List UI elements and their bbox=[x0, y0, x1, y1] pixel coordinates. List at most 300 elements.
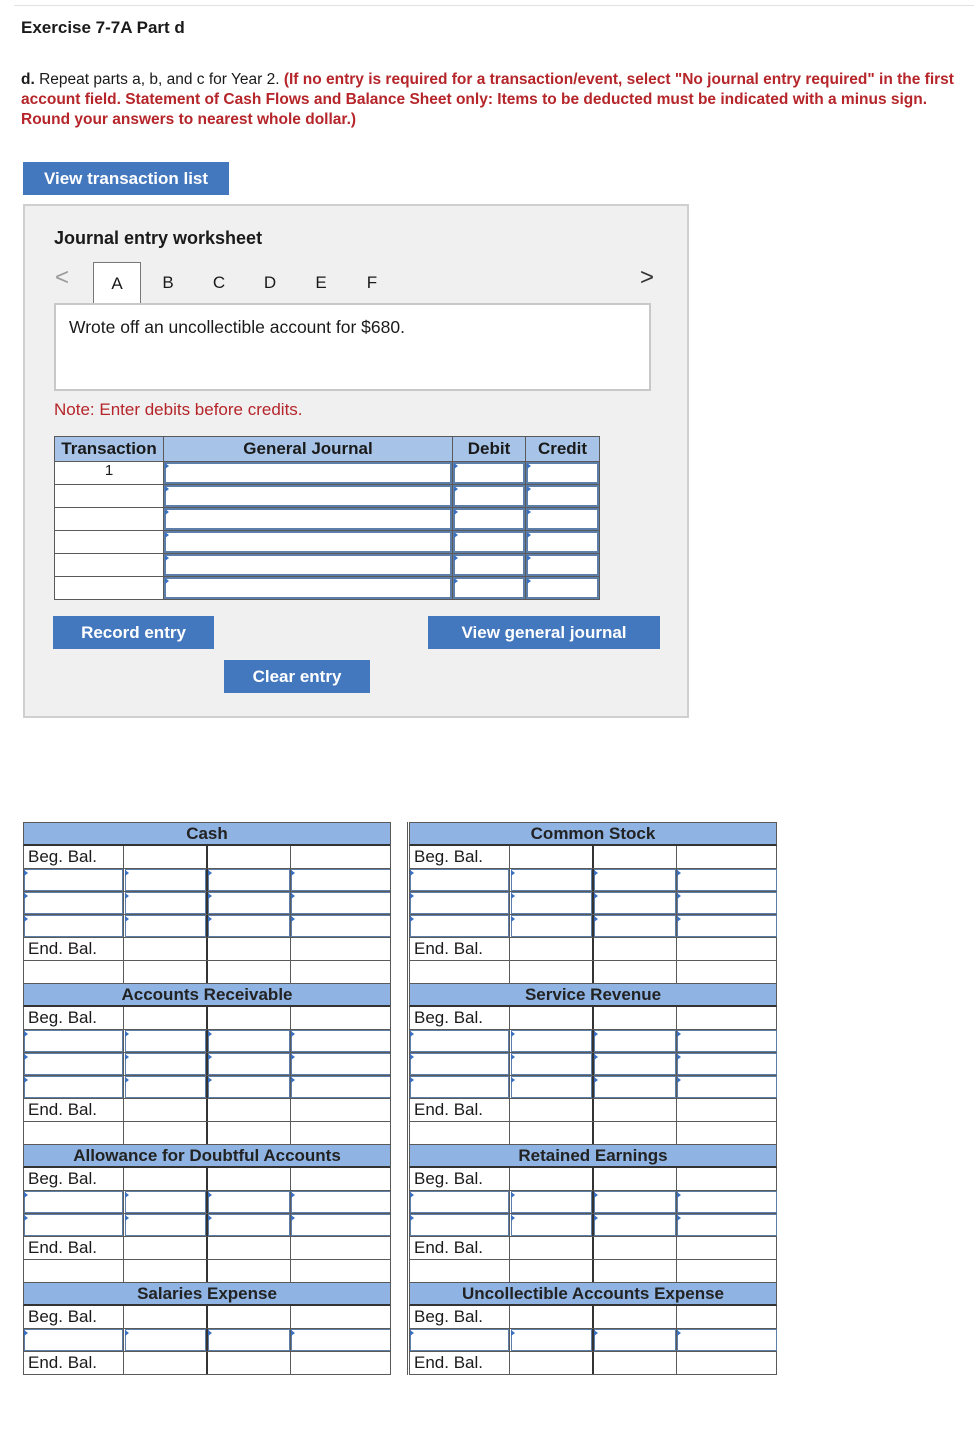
credit-input[interactable] bbox=[526, 554, 599, 576]
entry-label-select[interactable] bbox=[24, 915, 124, 937]
debit-amount-cell bbox=[511, 1260, 594, 1282]
credit-amount-input[interactable] bbox=[594, 892, 677, 914]
credit-amount-cell bbox=[208, 961, 291, 983]
debit-amount-input[interactable] bbox=[511, 1076, 594, 1098]
debit-amount-input[interactable] bbox=[125, 1007, 208, 1029]
instructions-text: Repeat parts a, b, and c for Year 2. bbox=[34, 71, 284, 88]
transaction-description: Wrote off an uncollectible account for $680. bbox=[54, 303, 651, 391]
debit-input-cell bbox=[453, 462, 526, 485]
t-account-gap bbox=[390, 822, 408, 984]
dropdown-marker-icon bbox=[208, 1192, 212, 1198]
account-select[interactable] bbox=[164, 508, 452, 530]
account-select-cell bbox=[164, 462, 453, 485]
dropdown-marker-icon bbox=[24, 1054, 28, 1060]
dropdown-marker-icon bbox=[125, 1031, 129, 1037]
debit-input-cell bbox=[453, 531, 526, 554]
view-general-journal-button[interactable]: View general journal bbox=[428, 616, 660, 649]
debit-amount-input[interactable] bbox=[125, 1306, 208, 1328]
dropdown-marker-icon bbox=[291, 1215, 295, 1221]
top-divider bbox=[14, 5, 974, 6]
dropdown-marker-icon bbox=[677, 893, 681, 899]
amount-input[interactable] bbox=[677, 1076, 777, 1098]
worksheet-title: Journal entry worksheet bbox=[54, 228, 263, 248]
end-bal-row bbox=[409, 1352, 777, 1375]
entry-row bbox=[23, 1030, 391, 1053]
dropdown-marker-icon bbox=[677, 916, 681, 922]
credit-amount-input[interactable] bbox=[208, 1191, 291, 1213]
total-row bbox=[409, 961, 777, 984]
tab-e[interactable]: E bbox=[315, 273, 327, 292]
t-account bbox=[409, 1144, 777, 1283]
journal-entry-rows bbox=[55, 462, 600, 600]
entry-row bbox=[409, 1329, 777, 1352]
dropdown-marker-icon bbox=[125, 1330, 129, 1336]
dropdown-marker-icon bbox=[594, 1031, 598, 1037]
debit-amount-input[interactable] bbox=[511, 1306, 594, 1328]
entry-note: Note: Enter debits before credits. bbox=[54, 400, 303, 419]
credit-amount-input[interactable] bbox=[208, 1168, 291, 1190]
dropdown-marker-icon bbox=[677, 1330, 681, 1336]
blank-cell bbox=[410, 1260, 510, 1282]
entry-row bbox=[23, 1076, 391, 1099]
dropdown-marker-icon bbox=[511, 1215, 515, 1221]
dropdown-marker-icon bbox=[291, 893, 295, 899]
entry-row bbox=[23, 1214, 391, 1237]
t-account bbox=[23, 822, 391, 984]
dropdown-marker-icon bbox=[125, 1054, 129, 1060]
blank-cell bbox=[24, 961, 124, 983]
debit-input-cell bbox=[453, 508, 526, 531]
dropdown-marker-icon bbox=[511, 1330, 515, 1336]
credit-amount-cell bbox=[594, 1122, 677, 1144]
entry-label-select[interactable] bbox=[410, 892, 510, 914]
dropdown-marker-icon bbox=[291, 916, 295, 922]
journal-entry-table bbox=[54, 436, 600, 600]
debit-amount-cell bbox=[511, 1352, 594, 1374]
entry-row bbox=[409, 892, 777, 915]
debit-amount-input[interactable] bbox=[511, 915, 594, 937]
debit-amount-input[interactable] bbox=[511, 846, 594, 868]
end-bal-label: End. Bal. bbox=[410, 938, 510, 960]
credit-amount-cell bbox=[208, 1352, 291, 1374]
amount-cell bbox=[291, 1007, 391, 1029]
beg-bal-row bbox=[23, 1168, 391, 1191]
entry-label-select[interactable] bbox=[410, 1030, 510, 1052]
credit-amount-input[interactable] bbox=[594, 915, 677, 937]
t-account bbox=[23, 1144, 391, 1283]
dropdown-marker-icon bbox=[208, 1215, 212, 1221]
debit-amount-input[interactable] bbox=[511, 1329, 594, 1351]
transaction-number-cell bbox=[55, 531, 164, 554]
amount-input[interactable] bbox=[291, 1030, 391, 1052]
total-row bbox=[23, 961, 391, 984]
credit-input-cell bbox=[526, 554, 600, 577]
debit-input-cell bbox=[453, 485, 526, 508]
dropdown-marker-icon bbox=[410, 893, 414, 899]
beg-bal-label: Beg. Bal. bbox=[410, 1007, 510, 1029]
credit-amount-input[interactable] bbox=[208, 1306, 291, 1328]
dropdown-marker-icon bbox=[511, 893, 515, 899]
credit-amount-input[interactable] bbox=[208, 1214, 291, 1236]
dropdown-marker-icon bbox=[208, 1330, 212, 1336]
entry-label-select[interactable] bbox=[24, 1191, 124, 1213]
entry-label-select[interactable] bbox=[24, 1329, 124, 1351]
dropdown-marker-icon bbox=[208, 1031, 212, 1037]
dropdown-marker-icon bbox=[594, 1192, 598, 1198]
entry-label-select[interactable] bbox=[410, 1191, 510, 1213]
entry-label-select[interactable] bbox=[410, 869, 510, 891]
credit-amount-input[interactable] bbox=[208, 1053, 291, 1075]
dropdown-marker-icon bbox=[208, 1077, 212, 1083]
account-select[interactable] bbox=[164, 531, 452, 553]
entry-label-select[interactable] bbox=[410, 1053, 510, 1075]
credit-amount-input[interactable] bbox=[594, 1053, 677, 1075]
end-bal-row bbox=[23, 1352, 391, 1375]
t-account bbox=[23, 983, 391, 1145]
chevron-right-icon[interactable]: > bbox=[640, 264, 655, 291]
tab-b[interactable]: B bbox=[162, 273, 174, 292]
amount-cell bbox=[291, 1168, 391, 1190]
amount-input[interactable] bbox=[291, 1214, 391, 1236]
end-bal-label: End. Bal. bbox=[410, 1352, 510, 1374]
debit-amount-input[interactable] bbox=[125, 1053, 208, 1075]
t-account bbox=[409, 983, 777, 1145]
credit-amount-cell bbox=[594, 938, 677, 960]
dropdown-marker-icon bbox=[410, 1054, 414, 1060]
total-row bbox=[23, 1122, 391, 1145]
debit-input[interactable] bbox=[453, 577, 525, 599]
entry-label-select[interactable] bbox=[24, 1076, 124, 1098]
credit-input[interactable] bbox=[526, 577, 599, 599]
dropdown-marker-icon bbox=[208, 893, 212, 899]
entry-row bbox=[23, 915, 391, 938]
dropdown-marker-icon bbox=[291, 1031, 295, 1037]
amount-input[interactable] bbox=[677, 1030, 777, 1052]
end-bal-row bbox=[409, 1099, 777, 1122]
credit-amount-cell bbox=[208, 1237, 291, 1259]
debit-input[interactable] bbox=[453, 462, 525, 484]
credit-amount-input[interactable] bbox=[208, 1076, 291, 1098]
debit-amount-input[interactable] bbox=[125, 869, 208, 891]
debit-input-cell bbox=[453, 577, 526, 600]
amount-input[interactable] bbox=[291, 915, 391, 937]
credit-amount-input[interactable] bbox=[594, 1214, 677, 1236]
journal-row bbox=[55, 577, 600, 600]
entry-label-select[interactable] bbox=[24, 1030, 124, 1052]
amount-cell bbox=[291, 1306, 391, 1328]
entry-label-select[interactable] bbox=[24, 869, 124, 891]
amount-input[interactable] bbox=[291, 1329, 391, 1351]
amount-input[interactable] bbox=[291, 869, 391, 891]
dropdown-marker-icon bbox=[511, 1077, 515, 1083]
credit-amount-input[interactable] bbox=[208, 892, 291, 914]
beg-bal-label: Beg. Bal. bbox=[410, 1306, 510, 1328]
instructions-note: (If no entry is required for a transaction/event, select "No journal entry required" in the first account field. Statement of Cash Flows and Balance Sheet only: Items to be deducted must be indicated with a minus sign. Round your answers to nearest whole dollar.) bbox=[21, 71, 954, 128]
account-select[interactable] bbox=[164, 485, 452, 507]
credit-input[interactable] bbox=[526, 531, 599, 553]
debit-input[interactable] bbox=[453, 485, 525, 507]
dropdown-marker-icon bbox=[410, 1031, 414, 1037]
entry-label-select[interactable] bbox=[410, 915, 510, 937]
credit-amount-input[interactable] bbox=[594, 1076, 677, 1098]
credit-amount-input[interactable] bbox=[208, 869, 291, 891]
credit-amount-input[interactable] bbox=[594, 1191, 677, 1213]
debit-amount-cell bbox=[125, 1260, 208, 1282]
debit-amount-input[interactable] bbox=[511, 1168, 594, 1190]
amount-input[interactable] bbox=[677, 1329, 777, 1351]
dropdown-marker-icon bbox=[291, 1077, 295, 1083]
dropdown-marker-icon bbox=[594, 1330, 598, 1336]
credit-amount-input[interactable] bbox=[594, 1030, 677, 1052]
beg-bal-label: Beg. Bal. bbox=[410, 1168, 510, 1190]
beg-bal-row bbox=[409, 1168, 777, 1191]
debit-amount-input[interactable] bbox=[125, 1030, 208, 1052]
dropdown-marker-icon bbox=[24, 1077, 28, 1083]
blank-cell bbox=[24, 1260, 124, 1282]
amount-cell bbox=[291, 961, 391, 983]
entry-row bbox=[409, 915, 777, 938]
journal-row bbox=[55, 485, 600, 508]
t-account-title: Allowance for Doubtful Accounts bbox=[23, 1144, 391, 1168]
dropdown-marker-icon bbox=[24, 1215, 28, 1221]
blank-cell bbox=[410, 1122, 510, 1144]
credit-amount-input[interactable] bbox=[594, 1007, 677, 1029]
entry-label-select[interactable] bbox=[24, 892, 124, 914]
beg-bal-label: Beg. Bal. bbox=[24, 1168, 124, 1190]
credit-input[interactable] bbox=[526, 485, 599, 507]
journal-row bbox=[55, 462, 600, 485]
dropdown-marker-icon bbox=[291, 1054, 295, 1060]
journal-row bbox=[55, 554, 600, 577]
amount-input[interactable] bbox=[677, 1191, 777, 1213]
beg-bal-label: Beg. Bal. bbox=[24, 1007, 124, 1029]
credit-amount-input[interactable] bbox=[208, 846, 291, 868]
entry-label-select[interactable] bbox=[410, 1214, 510, 1236]
credit-amount-input[interactable] bbox=[208, 1030, 291, 1052]
debit-amount-input[interactable] bbox=[511, 1053, 594, 1075]
amount-input[interactable] bbox=[291, 1191, 391, 1213]
transaction-number-cell: 1 bbox=[55, 462, 164, 485]
tab-c[interactable]: C bbox=[212, 273, 226, 292]
t-account-title: Common Stock bbox=[409, 822, 777, 846]
debit-amount-input[interactable] bbox=[125, 846, 208, 868]
dropdown-marker-icon bbox=[125, 870, 129, 876]
dropdown-marker-icon bbox=[511, 1054, 515, 1060]
amount-input[interactable] bbox=[677, 1214, 777, 1236]
debit-amount-input[interactable] bbox=[511, 1191, 594, 1213]
debit-amount-input[interactable] bbox=[125, 1168, 208, 1190]
dropdown-marker-icon bbox=[24, 1192, 28, 1198]
end-bal-label: End. Bal. bbox=[24, 1237, 124, 1259]
debit-amount-cell bbox=[125, 1237, 208, 1259]
clear-entry-button[interactable]: Clear entry bbox=[224, 660, 370, 693]
t-account-gap bbox=[390, 1144, 408, 1283]
end-bal-label: End. Bal. bbox=[24, 1099, 124, 1121]
debit-amount-input[interactable] bbox=[125, 1191, 208, 1213]
debit-amount-cell bbox=[125, 1122, 208, 1144]
debit-amount-cell bbox=[511, 1122, 594, 1144]
dropdown-marker-icon bbox=[594, 1077, 598, 1083]
dropdown-marker-icon bbox=[677, 1215, 681, 1221]
debit-amount-input[interactable] bbox=[125, 1214, 208, 1236]
dropdown-marker-icon bbox=[511, 870, 515, 876]
debit-amount-cell bbox=[125, 1099, 208, 1121]
dropdown-marker-icon bbox=[511, 916, 515, 922]
t-account-title: Accounts Receivable bbox=[23, 983, 391, 1007]
amount-input[interactable] bbox=[677, 869, 777, 891]
t-account bbox=[409, 822, 777, 984]
dropdown-marker-icon bbox=[291, 1330, 295, 1336]
credit-amount-input[interactable] bbox=[208, 1329, 291, 1351]
amount-input[interactable] bbox=[291, 1053, 391, 1075]
entry-row bbox=[23, 892, 391, 915]
credit-amount-input[interactable] bbox=[208, 915, 291, 937]
account-select-cell bbox=[164, 485, 453, 508]
credit-amount-input[interactable] bbox=[594, 1306, 677, 1328]
entry-label-select[interactable] bbox=[24, 1053, 124, 1075]
amount-cell bbox=[677, 846, 777, 868]
debit-amount-cell bbox=[125, 961, 208, 983]
debit-amount-input[interactable] bbox=[511, 892, 594, 914]
total-row bbox=[409, 1260, 777, 1283]
instructions bbox=[21, 70, 966, 130]
dropdown-marker-icon bbox=[594, 1054, 598, 1060]
credit-amount-cell bbox=[594, 1260, 677, 1282]
amount-input[interactable] bbox=[677, 915, 777, 937]
dropdown-marker-icon bbox=[410, 916, 414, 922]
part-letter: d. bbox=[21, 71, 35, 88]
dropdown-marker-icon bbox=[594, 916, 598, 922]
debit-input[interactable] bbox=[453, 554, 525, 576]
credit-amount-cell bbox=[208, 1099, 291, 1121]
credit-amount-input[interactable] bbox=[594, 1168, 677, 1190]
debit-input[interactable] bbox=[453, 531, 525, 553]
dropdown-marker-icon bbox=[677, 1031, 681, 1037]
credit-input[interactable] bbox=[526, 462, 599, 484]
credit-amount-input[interactable] bbox=[594, 1329, 677, 1351]
amount-cell bbox=[291, 938, 391, 960]
transaction-number-cell bbox=[55, 508, 164, 531]
chevron-left-icon[interactable]: < bbox=[55, 264, 70, 291]
dropdown-marker-icon bbox=[511, 1192, 515, 1198]
entry-label-select[interactable] bbox=[24, 1214, 124, 1236]
amount-input[interactable] bbox=[291, 892, 391, 914]
end-bal-label: End. Bal. bbox=[410, 1099, 510, 1121]
blank-cell bbox=[24, 1122, 124, 1144]
debit-amount-input[interactable] bbox=[125, 915, 208, 937]
record-entry-button[interactable]: Record entry bbox=[53, 616, 214, 649]
dropdown-marker-icon bbox=[677, 1077, 681, 1083]
beg-bal-label: Beg. Bal. bbox=[24, 1306, 124, 1328]
t-accounts bbox=[23, 822, 777, 1398]
credit-amount-cell bbox=[208, 938, 291, 960]
credit-amount-input[interactable] bbox=[594, 846, 677, 868]
credit-amount-input[interactable] bbox=[594, 869, 677, 891]
dropdown-marker-icon bbox=[677, 1192, 681, 1198]
tab-f[interactable]: F bbox=[366, 273, 378, 292]
debit-input[interactable] bbox=[453, 508, 525, 530]
beg-bal-label: Beg. Bal. bbox=[24, 846, 124, 868]
credit-input-cell bbox=[526, 577, 600, 600]
beg-bal-row bbox=[409, 846, 777, 869]
t-account bbox=[409, 1282, 777, 1375]
entry-label-select[interactable] bbox=[410, 1329, 510, 1351]
dropdown-marker-icon bbox=[24, 870, 28, 876]
dropdown-marker-icon bbox=[410, 1330, 414, 1336]
amount-cell bbox=[291, 1352, 391, 1374]
amount-cell bbox=[677, 1007, 777, 1029]
debit-amount-cell bbox=[511, 1099, 594, 1121]
amount-cell bbox=[677, 1352, 777, 1374]
tab-a[interactable]: A bbox=[93, 262, 141, 304]
account-select-cell bbox=[164, 508, 453, 531]
entry-row bbox=[409, 869, 777, 892]
amount-cell bbox=[291, 1260, 391, 1282]
debit-amount-input[interactable] bbox=[511, 1030, 594, 1052]
dropdown-marker-icon bbox=[125, 916, 129, 922]
credit-input-cell bbox=[526, 485, 600, 508]
amount-cell bbox=[291, 1099, 391, 1121]
credit-amount-cell bbox=[594, 1237, 677, 1259]
amount-input[interactable] bbox=[291, 1076, 391, 1098]
beg-bal-row bbox=[23, 1007, 391, 1030]
amount-cell bbox=[677, 1260, 777, 1282]
debit-amount-cell bbox=[511, 938, 594, 960]
debit-amount-input[interactable] bbox=[125, 1076, 208, 1098]
dropdown-marker-icon bbox=[125, 1077, 129, 1083]
account-select[interactable] bbox=[164, 462, 452, 484]
account-select[interactable] bbox=[164, 577, 452, 599]
end-bal-row bbox=[409, 1237, 777, 1260]
t-account-title: Cash bbox=[23, 822, 391, 846]
dropdown-marker-icon bbox=[410, 1215, 414, 1221]
debit-amount-input[interactable] bbox=[511, 869, 594, 891]
dropdown-marker-icon bbox=[594, 1215, 598, 1221]
dropdown-marker-icon bbox=[677, 870, 681, 876]
debit-amount-input[interactable] bbox=[511, 1007, 594, 1029]
amount-input[interactable] bbox=[677, 1053, 777, 1075]
amount-cell bbox=[291, 846, 391, 868]
credit-input[interactable] bbox=[526, 508, 599, 530]
amount-input[interactable] bbox=[677, 892, 777, 914]
amount-cell bbox=[677, 1122, 777, 1144]
dropdown-marker-icon bbox=[208, 1054, 212, 1060]
dropdown-marker-icon bbox=[291, 870, 295, 876]
t-account-title: Uncollectible Accounts Expense bbox=[409, 1282, 777, 1306]
credit-amount-cell bbox=[594, 1099, 677, 1121]
debit-amount-input[interactable] bbox=[511, 1214, 594, 1236]
dropdown-marker-icon bbox=[125, 893, 129, 899]
dropdown-marker-icon bbox=[291, 1192, 295, 1198]
col-general-journal: General Journal bbox=[164, 437, 453, 462]
entry-label-select[interactable] bbox=[410, 1076, 510, 1098]
debit-amount-input[interactable] bbox=[125, 892, 208, 914]
end-bal-label: End. Bal. bbox=[24, 938, 124, 960]
debit-amount-cell bbox=[125, 938, 208, 960]
entry-row bbox=[409, 1214, 777, 1237]
credit-amount-input[interactable] bbox=[208, 1007, 291, 1029]
amount-cell bbox=[677, 938, 777, 960]
view-transaction-list-button[interactable]: View transaction list bbox=[23, 162, 229, 195]
total-row bbox=[409, 1122, 777, 1145]
account-select[interactable] bbox=[164, 554, 452, 576]
entry-row bbox=[23, 869, 391, 892]
t-account bbox=[23, 1282, 391, 1375]
amount-cell bbox=[677, 1237, 777, 1259]
col-transaction: Transaction bbox=[55, 437, 164, 462]
tab-d[interactable]: D bbox=[263, 273, 277, 292]
debit-amount-input[interactable] bbox=[125, 1329, 208, 1351]
